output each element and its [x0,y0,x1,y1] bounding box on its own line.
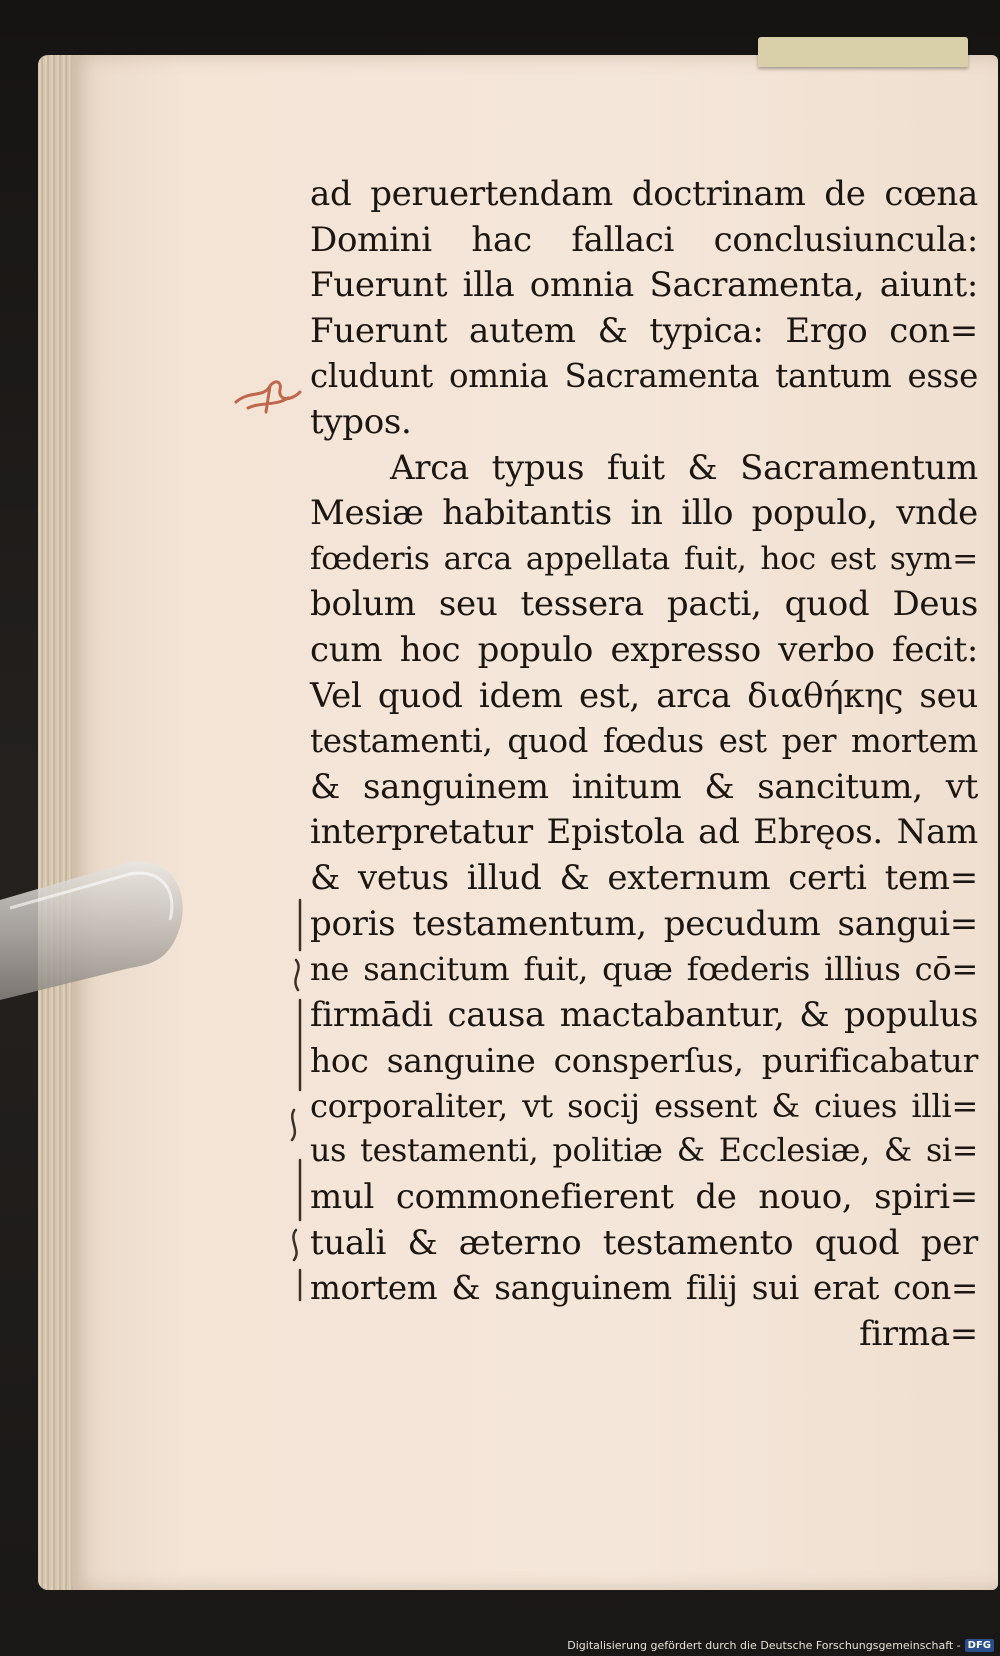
text-line: ad peruertendam doctrinam de cœna [310,174,978,214]
text-line: hoc sanguine consperſus, purificabatur [310,1041,978,1081]
dfg-logo: DFG [965,1639,994,1652]
page-text-block [310,172,978,1357]
text-line: bolum seu tessera pacti, quod Deus [310,584,978,625]
text-line: Mesiæ habitantis in illo populo, vnde [310,493,978,534]
text-line: mortem & sanguinem filij sui erat con= [310,1269,978,1308]
handwritten-margin-mark [230,372,320,416]
text-line: interpretatur Epistola ad Ebręos. Nam [310,812,978,853]
paper-tab [758,37,968,67]
text-line: Arca typus fuit & Sacramentum [390,447,978,488]
text-line: firma= [859,1313,978,1354]
text-line: ne sancitum fuit, quæ fœderis illius cō= [310,950,978,989]
text-line: tuali & æterno testamento quod per [310,1222,978,1263]
text-line: cum hoc populo expresso verbo fecit: [310,629,978,670]
credit-text: Digitalisierung gefördert durch die Deutsche Forschungsgemeinschaft - [567,1639,961,1652]
text-line: cludunt omnia Sacramenta tantum esse [310,357,978,396]
text-line: Vel quod idem est, arca διαθήκης seu [310,675,978,716]
text-line: Fuerunt illa omnia Sacramenta, aiunt: [310,265,978,306]
text-line: mul commonefierent de nouo, spiri= [310,1177,978,1218]
text-line: firmādi causa mactabantur, & populus [310,994,978,1035]
text-line: typos. [310,401,412,442]
text-line: Fuerunt autem & typica: Ergo con= [310,310,978,351]
plexiglass-clip [0,860,200,1020]
digitization-credit [567,1639,994,1652]
text-line: testamenti, quod fœdus est per mortem [310,722,978,761]
text-line: Domini hac fallaci conclusiuncula: [310,219,978,260]
text-line: & vetus illud & externum certi tem= [310,857,978,898]
text-line: us testamenti, politiæ & Ecclesiæ, & si= [310,1133,978,1170]
text-line: fœderis arca appellata fuit, hoc est sym= [310,540,978,577]
text-line: poris testamentum, pecudum sangui= [310,903,978,944]
text-line: & sanguinem initum & sancitum, vt [310,766,978,807]
text-line: corporaliter, vt socij essent & ciues illi= [310,1086,978,1125]
